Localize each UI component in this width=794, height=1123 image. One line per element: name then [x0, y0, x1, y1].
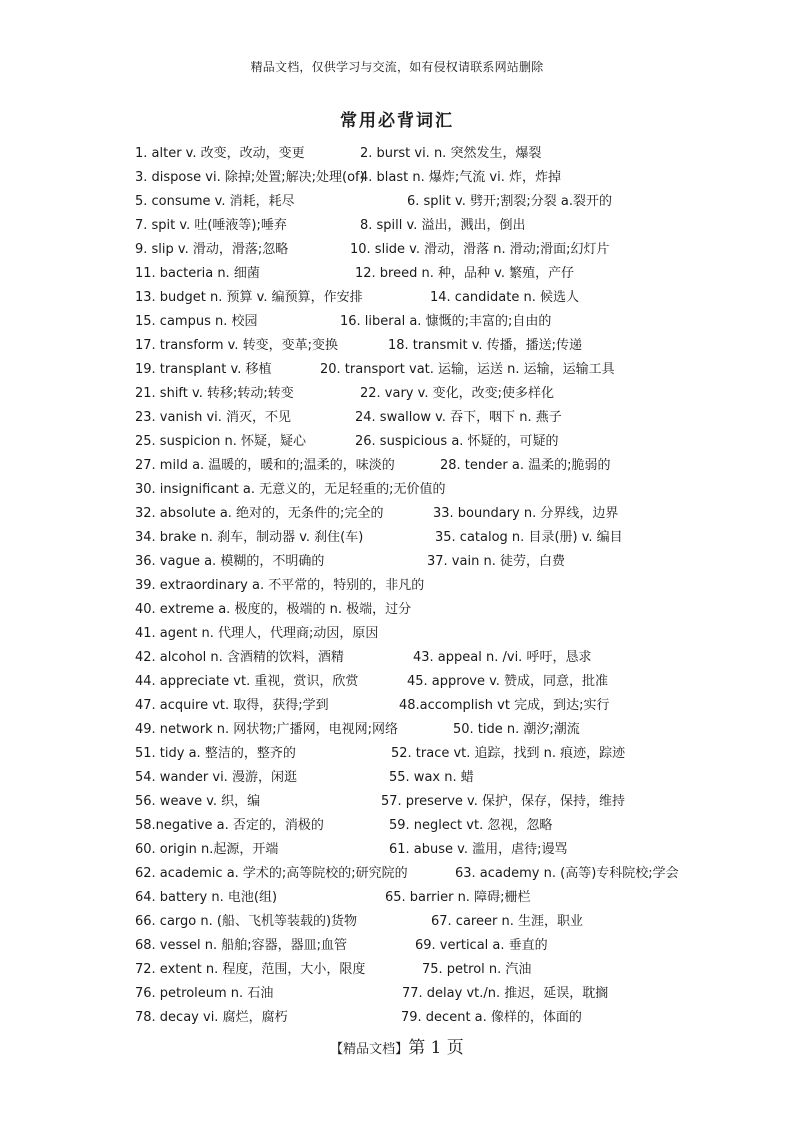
vocab-entry: 66. cargo n. (船、飞机等装载的)货物 — [135, 914, 358, 929]
vocab-row — [135, 382, 735, 406]
vocab-entry: 17. transform v. 转变，变革;变换 — [135, 338, 338, 353]
vocab-entry: 22. vary v. 变化，改变;使多样化 — [360, 386, 554, 401]
vocab-entry: 36. vague a. 模糊的，不明确的 — [135, 554, 325, 569]
vocab-entry: 9. slip v. 滑动，滑落;忽略 — [135, 242, 289, 257]
vocab-row — [135, 430, 735, 454]
vocab-row — [135, 646, 735, 670]
page-number: 第 1 页 — [408, 1038, 464, 1058]
vocab-entry: 67. career n. 生涯，职业 — [431, 914, 583, 929]
vocab-entry: 14. candidate n. 候选人 — [430, 290, 579, 305]
vocab-entry: 25. suspicion n. 怀疑，疑心 — [135, 434, 307, 449]
vocab-entry: 52. trace vt. 追踪，找到 n. 痕迹，踪迹 — [391, 746, 626, 761]
vocab-entry: 77. delay vt./n. 推迟，延误，耽搁 — [402, 986, 609, 1001]
vocab-entry: 59. neglect vt. 忽视，忽略 — [389, 818, 553, 833]
vocab-entry: 39. extraordinary a. 不平常的，特别的，非凡的 — [135, 578, 425, 593]
vocab-entry: 41. agent n. 代理人，代理商;动因，原因 — [135, 626, 379, 641]
vocab-entry: 35. catalog n. 目录(册) v. 编目 — [435, 530, 623, 545]
vocab-entry: 48.accomplish vt 完成，到达;实行 — [399, 698, 610, 713]
vocab-entry: 79. decent a. 像样的，体面的 — [401, 1010, 582, 1025]
vocab-entry: 33. boundary n. 分界线，边界 — [433, 506, 619, 521]
vocab-entry: 19. transplant v. 移植 — [135, 362, 272, 377]
vocab-entry: 18. transmit v. 传播，播送;传递 — [388, 338, 583, 353]
vocab-row — [135, 214, 735, 238]
vocab-entry: 10. slide v. 滑动，滑落 n. 滑动;滑面;幻灯片 — [350, 242, 610, 257]
vocab-entry: 62. academic a. 学术的;高等院校的;研究院的 — [135, 866, 408, 881]
vocabulary-list — [135, 142, 735, 1030]
vocab-row — [135, 166, 735, 190]
vocab-row — [135, 142, 735, 166]
vocab-entry: 20. transport vat. 运输，运送 n. 运输，运输工具 — [320, 362, 615, 377]
vocab-entry: 3. dispose vi. 除掉;处置;解决;处理(of) — [135, 170, 365, 185]
vocab-entry: 76. petroleum n. 石油 — [135, 986, 274, 1001]
vocab-entry: 2. burst vi. n. 突然发生，爆裂 — [360, 146, 542, 161]
vocab-row — [135, 670, 735, 694]
vocab-entry: 12. breed n. 种，品种 v. 繁殖，产仔 — [355, 266, 575, 281]
vocab-row — [135, 718, 735, 742]
vocab-entry: 60. origin n.起源，开端 — [135, 842, 279, 857]
vocab-entry: 78. decay vi. 腐烂，腐朽 — [135, 1010, 288, 1025]
vocab-entry: 43. appeal n. /vi. 呼吁，恳求 — [413, 650, 592, 665]
vocab-entry: 75. petrol n. 汽油 — [422, 962, 532, 977]
vocab-row — [135, 598, 735, 622]
vocab-row — [135, 958, 735, 982]
vocab-entry: 45. approve v. 赞成，同意，批准 — [407, 674, 609, 689]
vocab-row — [135, 406, 735, 430]
vocab-row — [135, 790, 735, 814]
page-title: 常用必背词汇 — [340, 111, 454, 131]
vocab-entry: 13. budget n. 预算 v. 编预算，作安排 — [135, 290, 363, 305]
vocab-entry: 72. extent n. 程度，范围，大小，限度 — [135, 962, 366, 977]
vocab-entry: 51. tidy a. 整洁的，整齐的 — [135, 746, 296, 761]
vocab-entry: 56. weave v. 织，编 — [135, 794, 261, 809]
vocab-row — [135, 886, 735, 910]
vocab-entry: 54. wander vi. 漫游，闲逛 — [135, 770, 297, 785]
vocab-row — [135, 502, 735, 526]
vocab-row — [135, 982, 735, 1006]
vocab-row — [135, 742, 735, 766]
vocab-entry: 23. vanish vi. 消灭，不见 — [135, 410, 292, 425]
vocab-row — [135, 622, 735, 646]
vocab-row — [135, 526, 735, 550]
vocab-entry: 63. academy n. (高等)专科院校;学会 — [455, 866, 679, 881]
vocab-row — [135, 814, 735, 838]
vocab-row — [135, 478, 735, 502]
vocab-row — [135, 286, 735, 310]
vocab-entry: 44. appreciate vt. 重视，赏识，欣赏 — [135, 674, 359, 689]
vocab-entry: 34. brake n. 刹车，制动器 v. 刹住(车) — [135, 530, 364, 545]
page-header: 精品文档，仅供学习与交流，如有侵权请联系网站删除 — [250, 60, 544, 74]
vocab-entry: 8. spill v. 溢出，溅出，倒出 — [360, 218, 526, 233]
vocab-row — [135, 190, 735, 214]
vocab-entry: 42. alcohol n. 含酒精的饮料，酒精 — [135, 650, 344, 665]
vocab-entry: 40. extreme a. 极度的，极端的 n. 极端，过分 — [135, 602, 412, 617]
vocab-entry: 61. abuse v. 滥用，虐待;谩骂 — [389, 842, 568, 857]
footer-label: 【精品文档】 — [330, 1042, 409, 1057]
vocab-entry: 16. liberal a. 慷慨的;丰富的;自由的 — [340, 314, 552, 329]
vocab-entry: 68. vessel n. 船舶;容器，器皿;血管 — [135, 938, 348, 953]
vocab-entry: 69. vertical a. 垂直的 — [415, 938, 548, 953]
vocab-entry: 64. battery n. 电池(组) — [135, 890, 278, 905]
vocab-row — [135, 358, 735, 382]
vocab-entry: 1. alter v. 改变，改动，变更 — [135, 146, 305, 161]
vocab-entry: 24. swallow v. 吞下，咽下 n. 燕子 — [355, 410, 562, 425]
vocab-row — [135, 838, 735, 862]
vocab-row — [135, 550, 735, 574]
vocab-entry: 26. suspicious a. 怀疑的，可疑的 — [355, 434, 559, 449]
vocab-entry: 21. shift v. 转移;转动;转变 — [135, 386, 294, 401]
vocab-entry: 49. network n. 网状物;广播网，电视网;网络 — [135, 722, 398, 737]
vocab-entry: 6. split v. 劈开;割裂;分裂 a.裂开的 — [407, 194, 612, 209]
vocab-row — [135, 574, 735, 598]
page-footer — [0, 1033, 794, 1058]
vocab-entry: 32. absolute a. 绝对的，无条件的;完全的 — [135, 506, 384, 521]
vocab-entry: 58.negative a. 否定的，消极的 — [135, 818, 324, 833]
vocab-row — [135, 334, 735, 358]
vocab-row — [135, 910, 735, 934]
vocab-entry: 11. bacteria n. 细菌 — [135, 266, 260, 281]
vocab-row — [135, 1006, 735, 1030]
vocab-row — [135, 310, 735, 334]
vocab-entry: 4. blast n. 爆炸;气流 vi. 炸，炸掉 — [360, 170, 561, 185]
vocab-row — [135, 862, 735, 886]
vocab-entry: 55. wax n. 蜡 — [389, 770, 474, 785]
vocab-row — [135, 766, 735, 790]
vocab-entry: 37. vain n. 徒劳，白费 — [427, 554, 565, 569]
vocab-entry: 15. campus n. 校园 — [135, 314, 258, 329]
vocab-entry: 65. barrier n. 障碍;栅栏 — [385, 890, 531, 905]
vocab-row — [135, 694, 735, 718]
vocab-entry: 27. mild a. 温暖的，暖和的;温柔的，味淡的 — [135, 458, 395, 473]
vocab-entry: 7. spit v. 吐(唾液等);唾弃 — [135, 218, 287, 233]
vocab-row — [135, 454, 735, 478]
vocab-entry: 57. preserve v. 保护，保存，保持，维持 — [381, 794, 626, 809]
vocab-row — [135, 238, 735, 262]
vocab-entry: 50. tide n. 潮汐;潮流 — [453, 722, 580, 737]
vocab-entry: 28. tender a. 温柔的;脆弱的 — [440, 458, 611, 473]
vocab-entry: 5. consume v. 消耗，耗尽 — [135, 194, 295, 209]
vocab-entry: 30. insignificant a. 无意义的，无足轻重的;无价值的 — [135, 482, 446, 497]
vocab-row — [135, 262, 735, 286]
vocab-entry: 47. acquire vt. 取得，获得;学到 — [135, 698, 329, 713]
vocab-row — [135, 934, 735, 958]
